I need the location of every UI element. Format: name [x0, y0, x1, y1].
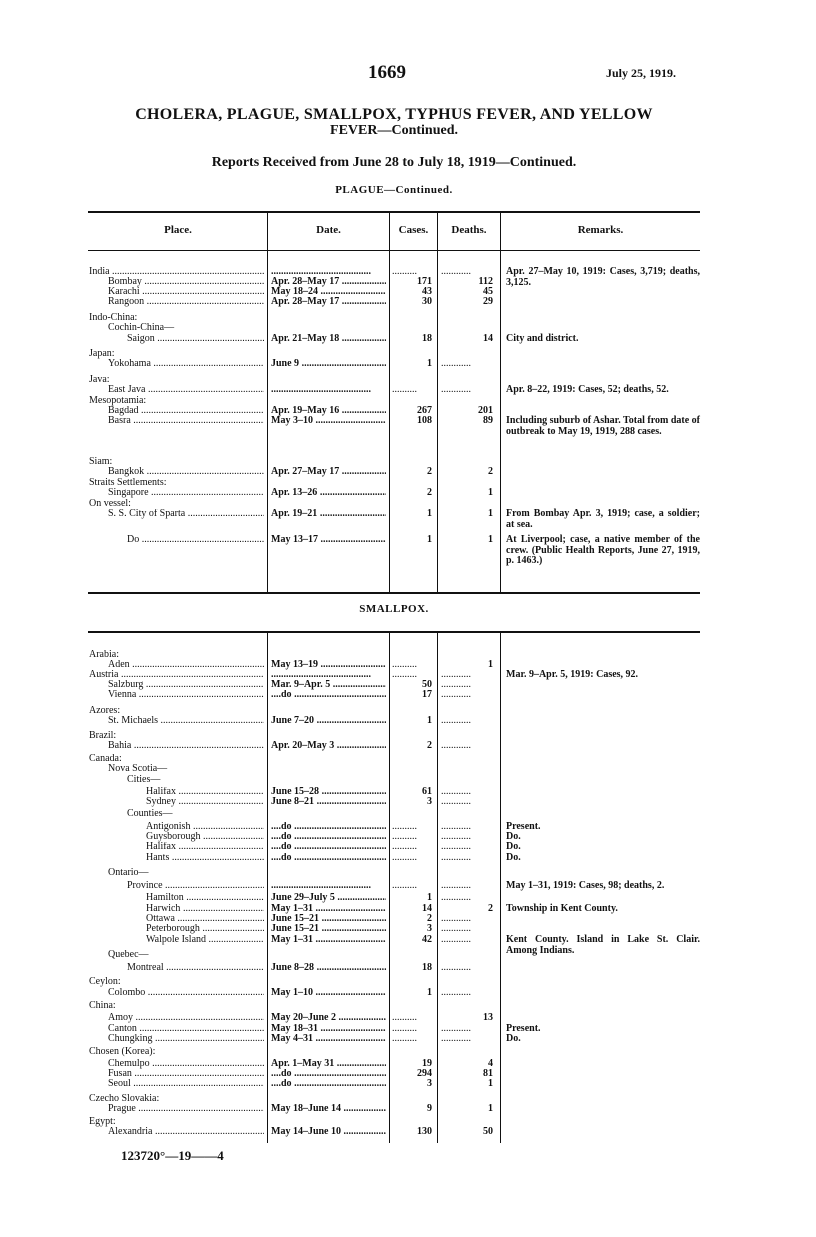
cases-cell: 1	[427, 509, 432, 519]
place-cell: Sydney .....	[89, 797, 264, 808]
cases-cell: 42	[422, 935, 432, 945]
deaths-cell: ............	[441, 842, 471, 852]
deaths-cell: ............	[441, 1034, 471, 1044]
place-cell: Chosen (Korea):	[89, 1047, 156, 1057]
date-cell: Mar. 9–Apr. 5 .....	[271, 680, 386, 691]
place-cell: Basra .....	[89, 416, 264, 427]
deaths-cell: 1	[488, 660, 493, 670]
date-cell: June 15–21 .....	[271, 914, 386, 925]
deaths-cell: ............	[441, 716, 471, 726]
deaths-cell: 50	[483, 1127, 493, 1137]
place-cell: Salzburg .....	[89, 680, 264, 691]
page-number: 1669	[368, 62, 406, 83]
date-cell: May 14–June 10 .....	[271, 1127, 386, 1138]
date-cell: Apr. 21–May 18 .....	[271, 334, 386, 345]
deaths-cell: ............	[441, 1024, 471, 1034]
deaths-cell: ............	[441, 680, 471, 690]
remarks-cell: Apr. 27–May 10, 1919: Cases, 3,719; deaths, 3,125.	[506, 266, 700, 288]
deaths-cell: ............	[441, 924, 471, 934]
deaths-cell: ............	[441, 385, 471, 395]
remarks-cell: From Bombay Apr. 3, 1919; case, a soldier; at sea.	[506, 508, 700, 530]
place-cell: Aden .....	[89, 660, 264, 671]
cases-cell: ..........	[392, 267, 417, 277]
place-cell: Straits Settlements:	[89, 478, 167, 488]
deaths-cell: ............	[441, 787, 471, 797]
date-cell: May 18–June 14 .....	[271, 1104, 386, 1115]
column-divider	[437, 633, 438, 1143]
date-cell: June 9 .....	[271, 359, 386, 370]
cases-cell: ..........	[392, 385, 417, 395]
date-cell: Apr. 20–May 3 .....	[271, 741, 386, 752]
remarks-cell: Do.	[506, 852, 521, 863]
cases-cell: 9	[427, 1104, 432, 1114]
cases-cell: ..........	[392, 1034, 417, 1044]
cases-cell: 19	[422, 1059, 432, 1069]
place-cell: Ceylon:	[89, 977, 121, 987]
date-cell: Apr. 13–26 .....	[271, 488, 386, 499]
place-cell: Alexandria .....	[89, 1127, 264, 1138]
cases-cell: 1	[427, 535, 432, 545]
remarks-cell: Present.	[506, 821, 541, 832]
column-header-deaths: Deaths.	[451, 224, 487, 236]
remarks-cell: Apr. 8–22, 1919: Cases, 52; deaths, 52.	[506, 384, 669, 395]
remarks-cell: Do.	[506, 831, 521, 842]
place-cell: Java:	[89, 375, 110, 385]
place-cell: Bangkok .....	[89, 467, 264, 478]
place-cell: On vessel:	[89, 499, 131, 509]
remarks-cell: Township in Kent County.	[506, 903, 618, 914]
deaths-cell: ............	[441, 822, 471, 832]
deaths-cell: ............	[441, 267, 471, 277]
deaths-cell: 4	[488, 1059, 493, 1069]
date-cell: ....do .....	[271, 832, 386, 843]
cases-cell: 2	[427, 741, 432, 751]
deaths-cell: ............	[441, 893, 471, 903]
remarks-cell: May 1–31, 1919: Cases, 98; deaths, 2.	[506, 880, 665, 891]
cases-cell: 1	[427, 716, 432, 726]
place-cell: Bahia .....	[89, 741, 264, 752]
table-top-rule	[88, 211, 700, 213]
cases-cell: 3	[427, 924, 432, 934]
cases-cell: 2	[427, 467, 432, 477]
place-cell: Antigonish .....	[89, 822, 264, 833]
place-cell: Montreal .....	[89, 963, 264, 974]
column-divider	[267, 211, 268, 592]
deaths-cell: 2	[488, 467, 493, 477]
table-bottom-rule	[88, 592, 700, 594]
deaths-cell: ............	[441, 359, 471, 369]
date-cell: Apr. 19–May 16 .....	[271, 406, 386, 417]
place-cell: India .....	[89, 267, 264, 278]
column-header-place: Place.	[164, 224, 192, 236]
report-subtitle: Reports Received from June 28 to July 18, 1919—Continued.	[211, 155, 577, 170]
date-cell: May 18–31 .....	[271, 1024, 386, 1035]
deaths-cell: 45	[483, 287, 493, 297]
column-divider	[267, 633, 268, 1143]
date-cell: ....do .....	[271, 690, 386, 701]
document-title-line1: CHOLERA, PLAGUE, SMALLPOX, TYPHUS FEVER, AND YELLOW	[135, 106, 653, 123]
deaths-cell: 112	[478, 277, 493, 287]
place-cell: Austria .....	[89, 670, 264, 681]
date-cell	[271, 385, 386, 396]
deaths-cell: ............	[441, 797, 471, 807]
deaths-cell: 2	[488, 904, 493, 914]
deaths-cell: ............	[441, 988, 471, 998]
deaths-cell: ............	[441, 690, 471, 700]
place-cell: Bombay .....	[89, 277, 264, 288]
place-cell: Ottawa .....	[89, 914, 264, 925]
date-cell: ....do .....	[271, 1069, 386, 1080]
place-cell: Nova Scotia—	[108, 764, 168, 774]
cases-cell: 3	[427, 797, 432, 807]
place-cell: Fusan .....	[89, 1069, 264, 1080]
cases-cell: ..........	[392, 832, 417, 842]
date-cell: June 29–July 5 .....	[271, 893, 386, 904]
date-cell: May 18–24 .....	[271, 287, 386, 298]
deaths-cell: ............	[441, 963, 471, 973]
cases-cell: 1	[427, 893, 432, 903]
place-cell: Indo-China:	[89, 313, 138, 323]
date-cell: May 13–17 .....	[271, 535, 386, 546]
place-cell: East Java .....	[89, 385, 264, 396]
place-cell: Guysborough .....	[89, 832, 264, 843]
date-cell: June 7–20 .....	[271, 716, 386, 727]
place-cell: Arabia:	[89, 650, 119, 660]
date-cell: Apr. 1–May 31 .....	[271, 1059, 386, 1070]
remarks-cell: Including suburb of Ashar. Total from date of outbreak to May 19, 1919, 288 cases.	[506, 415, 700, 437]
cases-cell: 294	[417, 1069, 432, 1079]
place-cell: Ontario—	[108, 868, 149, 878]
cases-cell: 18	[422, 334, 432, 344]
place-cell: St. Michaels .....	[89, 716, 264, 727]
issue-date: July 25, 1919.	[606, 66, 677, 80]
cases-cell: 2	[427, 914, 432, 924]
deaths-cell: ............	[441, 853, 471, 863]
place-cell: Hants .....	[89, 853, 264, 864]
place-cell: Hamilton .....	[89, 893, 264, 904]
deaths-cell: 1	[488, 1079, 493, 1089]
place-cell: Seoul .....	[89, 1079, 264, 1090]
cases-cell: ..........	[392, 670, 417, 680]
date-cell: ....do .....	[271, 1079, 386, 1090]
date-cell: June 15–28 .....	[271, 787, 386, 798]
column-divider	[389, 633, 390, 1143]
date-cell	[271, 881, 386, 892]
place-cell: Cochin-China—	[108, 323, 175, 333]
place-cell: Quebec—	[108, 950, 149, 960]
deaths-cell: ............	[441, 832, 471, 842]
place-cell: Amoy .....	[89, 1013, 264, 1024]
cases-cell: 108	[417, 416, 432, 426]
remarks-cell: Kent County. Island in Lake St. Clair. Among Indians.	[506, 934, 700, 956]
date-cell: Apr. 28–May 17 .....	[271, 277, 386, 288]
place-cell: Do .....	[89, 535, 264, 546]
remarks-cell: City and district.	[506, 333, 579, 344]
deaths-cell: 1	[488, 535, 493, 545]
place-cell: Singapore .....	[89, 488, 264, 499]
cases-cell: 17	[422, 690, 432, 700]
cases-cell: 43	[422, 287, 432, 297]
date-cell: May 3–10 .....	[271, 416, 386, 427]
place-cell: Bagdad .....	[89, 406, 264, 417]
date-cell	[271, 267, 386, 278]
place-cell: Counties—	[127, 809, 173, 819]
cases-cell: ..........	[392, 1013, 417, 1023]
date-cell: May 20–June 2 .....	[271, 1013, 386, 1024]
remarks-cell: At Liverpool; case, a native member of the crew. (Public Health Reports, June 27, 1919, p. 1463.)	[506, 534, 700, 566]
date-cell: May 4–31 .....	[271, 1034, 386, 1045]
cases-cell: 1	[427, 988, 432, 998]
deaths-cell: 14	[483, 334, 493, 344]
column-divider	[437, 211, 438, 592]
cases-cell: 3	[427, 1079, 432, 1089]
cases-cell: 2	[427, 488, 432, 498]
cases-cell: ..........	[392, 660, 417, 670]
cases-cell: 14	[422, 904, 432, 914]
table-top-rule	[88, 631, 700, 633]
date-cell: ....do .....	[271, 853, 386, 864]
cases-cell: 130	[417, 1127, 432, 1137]
deaths-cell: ............	[441, 914, 471, 924]
place-cell: Colombo .....	[89, 988, 264, 999]
date-cell: Apr. 27–May 17 .....	[271, 467, 386, 478]
place-cell: Mesopotamia:	[89, 396, 147, 406]
cases-cell: 61	[422, 787, 432, 797]
place-cell: Harwich .....	[89, 904, 264, 915]
deaths-cell: 29	[483, 297, 493, 307]
cases-cell: 30	[422, 297, 432, 307]
cases-cell: ..........	[392, 842, 417, 852]
column-header-date: Date.	[316, 224, 341, 236]
smallpox-section-heading: SMALLPOX.	[359, 603, 429, 615]
date-cell: Apr. 19–21 .....	[271, 509, 386, 520]
deaths-cell: 81	[483, 1069, 493, 1079]
deaths-cell: 13	[483, 1013, 493, 1023]
remarks-cell: Mar. 9–Apr. 5, 1919: Cases, 92.	[506, 669, 639, 680]
place-cell: Chemulpo .....	[89, 1059, 264, 1070]
cases-cell: ..........	[392, 853, 417, 863]
place-cell: Japan:	[89, 349, 115, 359]
date-cell: May 1–31 .....	[271, 935, 386, 946]
deaths-cell: ............	[441, 935, 471, 945]
place-cell: Azores:	[89, 706, 121, 716]
place-cell: Siam:	[89, 457, 113, 467]
cases-cell: ..........	[392, 822, 417, 832]
column-divider	[500, 211, 501, 592]
cases-cell: 171	[417, 277, 432, 287]
cases-cell: ..........	[392, 1024, 417, 1034]
date-cell: June 8–21 .....	[271, 797, 386, 808]
deaths-cell: ............	[441, 881, 471, 891]
date-cell: May 1–31 .....	[271, 904, 386, 915]
cases-cell: 267	[417, 406, 432, 416]
column-header-cases: Cases.	[398, 224, 429, 236]
date-cell: May 1–10 .....	[271, 988, 386, 999]
date-cell: ....do .....	[271, 822, 386, 833]
cases-cell: 18	[422, 963, 432, 973]
plague-section-heading: PLAGUE—Continued.	[335, 184, 453, 196]
place-cell: S. S. City of Sparta .....	[89, 509, 264, 520]
deaths-cell: ............	[441, 670, 471, 680]
print-footer: 123720°—19——4	[121, 1148, 224, 1163]
place-cell: Yokohama .....	[89, 359, 264, 370]
deaths-cell: 89	[483, 416, 493, 426]
date-cell: June 15–21 .....	[271, 924, 386, 935]
column-header-remarks: Remarks.	[577, 224, 624, 236]
place-cell: Saigon .....	[89, 334, 264, 345]
cases-cell: 50	[422, 680, 432, 690]
place-cell: Peterborough .....	[89, 924, 264, 935]
column-divider	[500, 633, 501, 1143]
deaths-cell: 1	[488, 509, 493, 519]
deaths-cell: ............	[441, 741, 471, 751]
column-divider	[389, 211, 390, 592]
place-cell: China:	[89, 1001, 116, 1011]
remarks-cell: Present.	[506, 1023, 541, 1034]
place-cell: Vienna .....	[89, 690, 264, 701]
date-cell: May 13–19 .....	[271, 660, 386, 671]
remarks-cell: Do.	[506, 1033, 521, 1044]
place-cell: Brazil:	[89, 731, 117, 741]
date-cell	[271, 670, 386, 681]
deaths-cell: 1	[488, 1104, 493, 1114]
place-cell: Cities—	[127, 775, 161, 785]
header-rule	[88, 250, 700, 251]
document-title-line2: FEVER—Continued.	[330, 123, 458, 138]
place-cell: Chungking .....	[89, 1034, 264, 1045]
place-cell: Prague .....	[89, 1104, 264, 1115]
remarks-cell: Do.	[506, 841, 521, 852]
date-cell: Apr. 28–May 17 .....	[271, 297, 386, 308]
place-cell: Karachi .....	[89, 287, 264, 298]
place-cell: Czecho Slovakia:	[89, 1094, 160, 1104]
place-cell: Canada:	[89, 754, 122, 764]
place-cell: Rangoon .....	[89, 297, 264, 308]
cases-cell: 1	[427, 359, 432, 369]
place-cell: Halifax .....	[89, 842, 264, 853]
deaths-cell: 1	[488, 488, 493, 498]
place-cell: Halifax .....	[89, 787, 264, 798]
place-cell: Province .....	[89, 881, 264, 892]
place-cell: Egypt:	[89, 1117, 116, 1127]
deaths-cell: 201	[478, 406, 493, 416]
date-cell: June 8–28 .....	[271, 963, 386, 974]
place-cell: Walpole Island .....	[89, 935, 264, 946]
cases-cell: ..........	[392, 881, 417, 891]
place-cell: Canton .....	[89, 1024, 264, 1035]
date-cell: ....do .....	[271, 842, 386, 853]
